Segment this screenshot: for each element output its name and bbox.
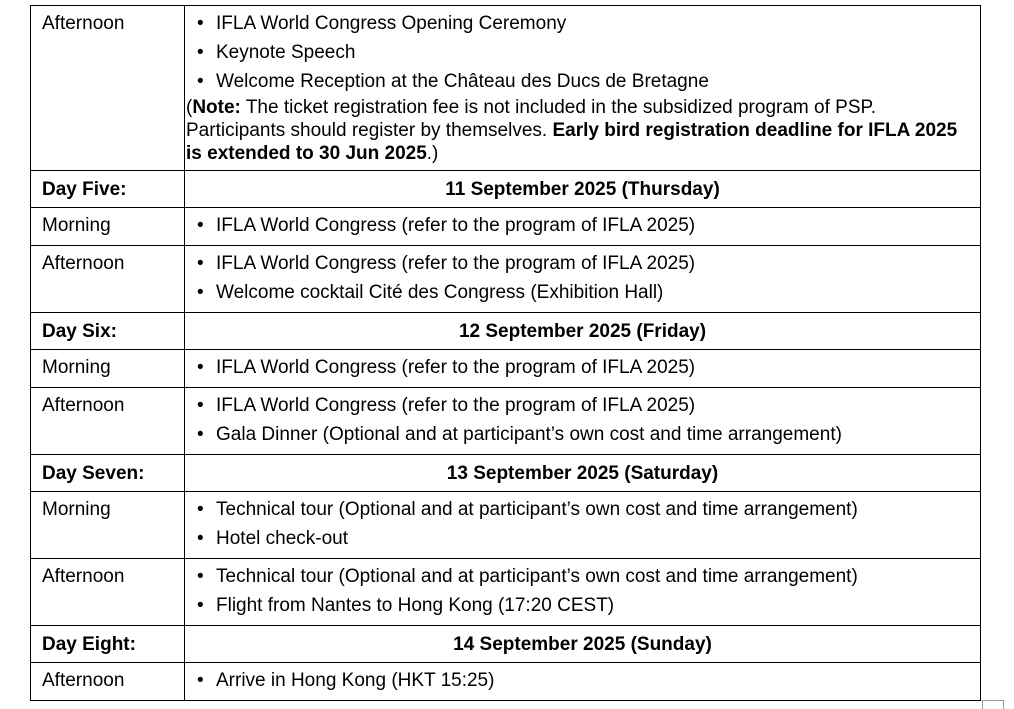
activity-list <box>185 9 980 96</box>
session-label: Afternoon <box>31 559 185 626</box>
day-date: 14 September 2025 (Sunday) <box>185 626 981 663</box>
session-row <box>31 350 981 388</box>
activity-item: • IFLA World Congress Opening Ceremony <box>185 9 980 38</box>
session-content <box>185 559 981 626</box>
activity-item: • Arrive in Hong Kong (HKT 15:25) <box>185 666 980 695</box>
page-corner-marker <box>982 700 1004 709</box>
activity-item: • Technical tour (Optional and at participant’s own cost and time arrangement) <box>185 495 980 524</box>
session-label: Morning <box>31 492 185 559</box>
session-label: Afternoon <box>31 663 185 701</box>
day-label: Day Eight: <box>31 626 185 663</box>
note-open-paren: ( <box>186 97 193 118</box>
activity-item: • Welcome cocktail Cité des Congress (Exhibition Hall) <box>185 278 980 307</box>
session-row <box>31 663 981 701</box>
session-content <box>185 6 981 171</box>
activity-list <box>185 562 980 620</box>
activity-item: • Technical tour (Optional and at participant’s own cost and time arrangement) <box>185 562 980 591</box>
session-row <box>31 492 981 559</box>
day-header-row <box>31 455 981 492</box>
day-date: 13 September 2025 (Saturday) <box>185 455 981 492</box>
day-header-row <box>31 626 981 663</box>
session-row <box>31 388 981 455</box>
activity-list <box>185 495 980 553</box>
session-content <box>185 492 981 559</box>
activity-list <box>185 211 980 240</box>
day-date: 12 September 2025 (Friday) <box>185 313 981 350</box>
activity-list <box>185 666 980 695</box>
note-label: Note: <box>192 97 241 118</box>
activity-list <box>185 391 980 449</box>
activity-item: • Gala Dinner (Optional and at participant’s own cost and time arrangement) <box>185 420 980 449</box>
session-label: Afternoon <box>31 388 185 455</box>
session-label: Morning <box>31 350 185 388</box>
session-row <box>31 246 981 313</box>
activity-item: • Hotel check-out <box>185 524 980 553</box>
session-content <box>185 388 981 455</box>
note-text: The ticket registration fee is not included in the subsidized program of PSP. Participants should register by themselves. <box>186 97 876 141</box>
day-date: 11 September 2025 (Thursday) <box>185 171 981 208</box>
day-label: Day Six: <box>31 313 185 350</box>
session-content <box>185 208 981 246</box>
registration-note <box>185 96 980 165</box>
session-content <box>185 350 981 388</box>
activity-list <box>185 249 980 307</box>
day-label: Day Seven: <box>31 455 185 492</box>
activity-item: • Keynote Speech <box>185 38 980 67</box>
session-content <box>185 663 981 701</box>
day-header-row <box>31 171 981 208</box>
session-row <box>31 208 981 246</box>
activity-item: • IFLA World Congress (refer to the program of IFLA 2025) <box>185 391 980 420</box>
day-header-row <box>31 313 981 350</box>
session-label: Afternoon <box>31 246 185 313</box>
activity-item: • IFLA World Congress (refer to the program of IFLA 2025) <box>185 249 980 278</box>
note-deadline: Early bird registration deadline for IFLA 2025 is extended to 30 Jun 2025 <box>186 120 958 164</box>
session-content <box>185 246 981 313</box>
activity-item: • IFLA World Congress (refer to the program of IFLA 2025) <box>185 211 980 240</box>
note-close-paren: .) <box>426 143 439 164</box>
session-label: Afternoon <box>31 6 185 171</box>
session-row <box>31 559 981 626</box>
activity-item: • Flight from Nantes to Hong Kong (17:20 CEST) <box>185 591 980 620</box>
activity-list <box>185 353 980 382</box>
session-row <box>31 6 981 171</box>
day-label: Day Five: <box>31 171 185 208</box>
activity-item: • IFLA World Congress (refer to the program of IFLA 2025) <box>185 353 980 382</box>
activity-item: • Welcome Reception at the Château des Ducs de Bretagne <box>185 67 980 96</box>
session-label: Morning <box>31 208 185 246</box>
itinerary-table <box>30 5 981 701</box>
